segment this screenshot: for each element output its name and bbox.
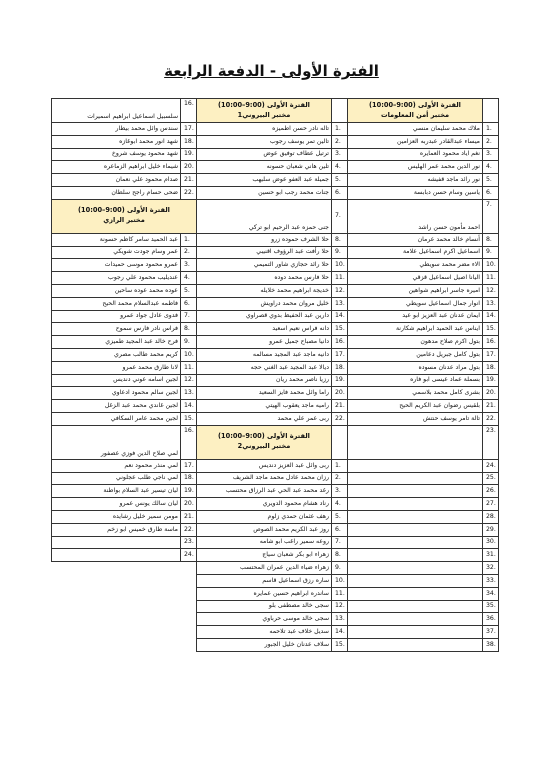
- student-name: زهراء ابو بكر شعبان سياج: [197, 549, 332, 562]
- row-number: 21.: [332, 400, 348, 413]
- row-number: 14.: [332, 310, 348, 323]
- student-name: اليانا اصيل اسماعيل قزقي: [348, 272, 483, 285]
- student-name: رهف عثمان حمدي زلوم: [197, 510, 332, 523]
- empty-cell: [348, 600, 483, 613]
- student-name: ملاك محمد سليمان منسي: [348, 123, 483, 136]
- student-name: بتول مراد عدنان مسوده: [348, 361, 483, 374]
- row-number: 20.: [181, 161, 197, 174]
- row-number: 14.: [181, 400, 197, 413]
- row-number: 2.: [483, 135, 499, 148]
- session-time: الفترة الأولى (9:00–10:00): [369, 100, 461, 109]
- student-name: نور رائد ماجد قفيشه: [348, 174, 483, 187]
- student-name: ديالا عبد المجيد عبد الغني حجه: [197, 361, 332, 374]
- student-name: عبد الحميد سامر كاظم حسونة: [52, 233, 181, 246]
- group-header: [348, 99, 483, 123]
- row-number: 13.: [483, 297, 499, 310]
- row-number: 6.: [332, 523, 348, 536]
- row-number: 18.: [181, 135, 197, 148]
- student-name: بسملة عماد عيسى ابو فاره: [348, 374, 483, 387]
- row-number: 3.: [332, 485, 348, 498]
- student-name: ساره رزق اسماعيل قاسم: [197, 574, 332, 587]
- row-number: 15.: [181, 412, 197, 425]
- student-name: شهد محمود يوسف شروخ: [52, 148, 181, 161]
- row-number: 7.: [332, 536, 348, 549]
- row-number: 9.: [332, 246, 348, 259]
- row-number: 19.: [332, 374, 348, 387]
- row-number: 7.: [181, 310, 197, 323]
- row-number: 9.: [332, 562, 348, 575]
- row-number: 25.: [483, 472, 499, 485]
- row-number: 14.: [332, 626, 348, 639]
- student-name: سلسبيل اسماعيل ابراهيم اسميرات: [52, 99, 181, 123]
- student-name: جميلة عبد العفو عوض سليهب: [197, 174, 332, 187]
- lab-name: مختبر أمن المعلومات: [380, 110, 450, 119]
- student-name: سندس وائل محمد بيطار: [52, 123, 181, 136]
- row-number: 12.: [181, 374, 197, 387]
- row-number: 30.: [483, 536, 499, 549]
- empty-cell: [348, 562, 483, 575]
- student-name: الاء مضر محمد سويطي: [348, 259, 483, 272]
- empty-cell: [348, 587, 483, 600]
- row-number: 17.: [181, 459, 197, 472]
- lab-name: مختبر البيروني1: [237, 110, 291, 119]
- empty-cell: [348, 485, 483, 498]
- student-name: جنى حمزه عبد الرحيم ابو تركي: [197, 199, 332, 233]
- row-number: 12.: [483, 284, 499, 297]
- row-number: 5.: [483, 174, 499, 187]
- empty-cell: [181, 600, 197, 613]
- student-name: لجين سالم محمود ادعاوي: [52, 387, 181, 400]
- empty-cell: [348, 574, 483, 587]
- student-name: رزان محمد عادل محمد ماجد الشريف: [197, 472, 332, 485]
- student-name: ليان تيسير عبد السلام بواطنة: [52, 485, 181, 498]
- row-number: 4.: [483, 161, 499, 174]
- row-number: 7.: [483, 199, 499, 233]
- row-number: 15.: [483, 323, 499, 336]
- student-name: عمرو محمود موسى حميدات: [52, 259, 181, 272]
- student-name: بتول كامل جبريل دعامين: [348, 348, 483, 361]
- empty-cell: [52, 613, 181, 626]
- empty-cell: [348, 613, 483, 626]
- lab-name: مختبر البيروني2: [237, 442, 291, 451]
- student-name: سديل خلاف عبد تلاحمه: [197, 626, 332, 639]
- row-number: 22.: [181, 523, 197, 536]
- row-number: [483, 99, 499, 123]
- row-number: 18.: [181, 472, 197, 485]
- row-number: 10.: [332, 259, 348, 272]
- student-name: لمي منذر محمود نعم: [52, 459, 181, 472]
- student-name: رزيا ناصر محمد ريان: [197, 374, 332, 387]
- row-number: 22.: [483, 412, 499, 425]
- row-number: 6.: [181, 297, 197, 310]
- empty-cell: [181, 574, 197, 587]
- student-name: تالة تامر يوسف حنتش: [348, 412, 483, 425]
- row-number: 27.: [483, 498, 499, 511]
- student-name: راما وائل محمد فايز السعيد: [197, 387, 332, 400]
- document-title: الفترة الأولى - الدفعة الرابعة: [164, 62, 379, 80]
- row-number: 28.: [483, 510, 499, 523]
- row-number: 9.: [181, 336, 197, 349]
- row-number: 11.: [483, 272, 499, 285]
- schedule-table: [51, 98, 499, 652]
- student-name: دانيه ماجد عبد المجيد مسالمه: [197, 348, 332, 361]
- row-number: 34.: [483, 587, 499, 600]
- empty-cell: [348, 498, 483, 511]
- row-number: [332, 425, 348, 459]
- student-name: بتول اكرم صلاح مدهون: [348, 336, 483, 349]
- row-number: 4.: [181, 272, 197, 285]
- row-number: 3.: [332, 148, 348, 161]
- student-name: روعه سمير راغب ابو شامه: [197, 536, 332, 549]
- student-name: لجين اسامه عوني دنديس: [52, 374, 181, 387]
- student-name: بشرى كامل محمد بلاسمي: [348, 387, 483, 400]
- row-number: 10.: [332, 574, 348, 587]
- student-name: تالين تمر يوسف رجوب: [197, 135, 332, 148]
- student-name: روز عبد الكريم محمد الصوص: [197, 523, 332, 536]
- row-number: 19.: [181, 485, 197, 498]
- empty-cell: [181, 587, 197, 600]
- empty-cell: [181, 638, 197, 651]
- row-number: 1.: [483, 123, 499, 136]
- student-name: ايمان عدنان عبد العزيز ابو عيد: [348, 310, 483, 323]
- student-name: ربى وائل عبد العزيز دنديس: [197, 459, 332, 472]
- row-number: 1.: [332, 123, 348, 136]
- row-number: 10.: [483, 259, 499, 272]
- empty-cell: [348, 638, 483, 651]
- student-name: زهراء ضياء الدين عمران المحتسب: [197, 562, 332, 575]
- row-number: 17.: [332, 348, 348, 361]
- row-number: 6.: [483, 186, 499, 199]
- row-number: 38.: [483, 638, 499, 651]
- row-number: 2.: [332, 135, 348, 148]
- empty-cell: [52, 574, 181, 587]
- row-number: 16.: [181, 99, 197, 123]
- row-number: 17.: [181, 123, 197, 136]
- row-number: 36.: [483, 613, 499, 626]
- student-name: احمد مأمون حسن راشد: [348, 199, 483, 233]
- student-name: عنديليب محمود علي رجوب: [52, 272, 181, 285]
- student-name: نغم اياد محمود العمايره: [348, 148, 483, 161]
- row-number: 37.: [483, 626, 499, 639]
- row-number: 10.: [181, 348, 197, 361]
- row-number: 20.: [483, 387, 499, 400]
- student-name: ليان سالك يونس عمرو: [52, 498, 181, 511]
- student-name: اسماعيل اكرم اسماعيل علامة: [348, 246, 483, 259]
- student-name: تلين هاني شعبان حسونه: [197, 161, 332, 174]
- student-name: ترتيل عطاف توفيق عوض: [197, 148, 332, 161]
- empty-cell: [52, 562, 181, 575]
- student-name: رناد هشام محمود الدويري: [197, 498, 332, 511]
- row-number: 5.: [332, 510, 348, 523]
- student-name: انوار جمال اسماعيل سويطي: [348, 297, 483, 310]
- student-name: شهد انور محمد ابوغازه: [52, 135, 181, 148]
- empty-cell: [52, 638, 181, 651]
- row-number: 11.: [332, 587, 348, 600]
- group-header: [197, 425, 332, 459]
- row-number: 16.: [483, 336, 499, 349]
- row-number: 20.: [181, 498, 197, 511]
- empty-cell: [348, 536, 483, 549]
- session-time: الفترة الأولى (9:00–10:00): [78, 206, 170, 215]
- student-name: صدام محمود علي نعمان: [52, 174, 181, 187]
- student-name: ياسين وسام حسن دبابسة: [348, 186, 483, 199]
- student-name: لمي ناجي طلب عجلوني: [52, 472, 181, 485]
- row-number: 23.: [181, 536, 197, 549]
- empty-cell: [181, 562, 197, 575]
- student-name: ربى عمر علي محمد: [197, 412, 332, 425]
- row-number: 1.: [332, 459, 348, 472]
- row-number: 22.: [181, 186, 197, 199]
- empty-cell: [348, 459, 483, 472]
- row-number: 13.: [332, 613, 348, 626]
- row-number: 8.: [332, 233, 348, 246]
- row-number: 2.: [332, 472, 348, 485]
- student-name: حلا الشرف حموده زرو: [197, 233, 332, 246]
- row-number: 32.: [483, 562, 499, 575]
- empty-cell: [348, 510, 483, 523]
- row-number: 21.: [483, 400, 499, 413]
- student-name: لجين محمد عامر السكافي: [52, 412, 181, 425]
- empty-cell: [52, 587, 181, 600]
- student-name: نور الدين محمد عمر الهليس: [348, 161, 483, 174]
- row-number: 19.: [181, 148, 197, 161]
- student-name: فراس نادر فارس سموح: [52, 323, 181, 336]
- empty-cell: [52, 626, 181, 639]
- row-number: 24.: [181, 549, 197, 562]
- row-number: 18.: [332, 361, 348, 374]
- lab-name: مختبر الرازي: [103, 216, 145, 225]
- empty-cell: [348, 472, 483, 485]
- row-number: 20.: [332, 387, 348, 400]
- group-header: [52, 199, 197, 233]
- empty-cell: [181, 626, 197, 639]
- student-name: سلاف عدنان خليل الجبور: [197, 638, 332, 651]
- row-number: 19.: [483, 374, 499, 387]
- student-name: تاله نادر حسن اطميزه: [197, 123, 332, 136]
- row-number: 22.: [332, 412, 348, 425]
- student-name: ماسة طارق خميس ابو زخم: [52, 523, 181, 536]
- student-name: حلا رأفت عبد الرؤوف اقنيبي: [197, 246, 332, 259]
- student-name: عمر وسام جودت شويكي: [52, 246, 181, 259]
- student-name: لانا طارق محمد عمرو: [52, 361, 181, 374]
- student-name: راميه ماجد يعقوب الهيتي: [197, 400, 332, 413]
- student-name: كريم محمد طالب مصري: [52, 348, 181, 361]
- empty-cell: [52, 536, 181, 549]
- empty-cell: [52, 549, 181, 562]
- student-name: لمي صلاح الدين فوزي عصفور: [52, 425, 181, 459]
- student-name: جنات محمد رجب ابو حسين: [197, 186, 332, 199]
- row-number: 21.: [181, 174, 197, 187]
- row-number: 16.: [332, 336, 348, 349]
- row-number: [332, 99, 348, 123]
- row-number: 35.: [483, 600, 499, 613]
- row-number: 31.: [483, 549, 499, 562]
- student-name: مومن سمير خليل رشايده: [52, 510, 181, 523]
- student-name: فدوى عادل جواد عمرو: [52, 310, 181, 323]
- row-number: 11.: [181, 361, 197, 374]
- row-number: 5.: [332, 174, 348, 187]
- row-number: 2.: [181, 246, 197, 259]
- student-name: فاطمه عبدالسلام محمد الحيح: [52, 297, 181, 310]
- row-number: 3.: [483, 148, 499, 161]
- student-name: فرح خالد عبد المجيد طميزي: [52, 336, 181, 349]
- row-number: 15.: [332, 323, 348, 336]
- group-header: [197, 99, 332, 123]
- empty-cell: [52, 600, 181, 613]
- student-name: حلا رائد حجازي شاور التميمي: [197, 259, 332, 272]
- row-number: 8.: [181, 323, 197, 336]
- student-name: ايناس عبد الحميد ابراهيم شكارنة: [348, 323, 483, 336]
- row-number: 3.: [181, 259, 197, 272]
- row-number: 23.: [483, 425, 499, 459]
- row-number: 18.: [483, 361, 499, 374]
- empty-cell: [181, 613, 197, 626]
- student-name: شيماء خليل ابراهيم الزماعره: [52, 161, 181, 174]
- row-number: 14.: [483, 310, 499, 323]
- session-time: الفترة الأولى (9:00–10:00): [218, 100, 310, 109]
- student-name: خليل مروان محمد دراويش: [197, 297, 332, 310]
- student-name: دانيا مصباح جميل عمرو: [197, 336, 332, 349]
- student-name: ضحى حسام راجح سلطان: [52, 186, 181, 199]
- row-number: 26.: [483, 485, 499, 498]
- student-name: سجى خالد مصطفى بلو: [197, 600, 332, 613]
- row-number: 33.: [483, 574, 499, 587]
- row-number: 17.: [483, 348, 499, 361]
- student-name: خديجة ابراهيم محمد خلايله: [197, 284, 332, 297]
- empty-cell: [348, 523, 483, 536]
- student-name: حلا فارس محمد دوده: [197, 272, 332, 285]
- row-number: 4.: [332, 498, 348, 511]
- row-number: 1.: [181, 233, 197, 246]
- row-number: 6.: [332, 186, 348, 199]
- row-number: 8.: [483, 233, 499, 246]
- row-number: 24.: [483, 459, 499, 472]
- row-number: 15.: [332, 638, 348, 651]
- student-name: دارين عبد الحفيظ بدوي قصراوي: [197, 310, 332, 323]
- row-number: 13.: [332, 297, 348, 310]
- student-name: أنسام خالد محمد عرمان: [348, 233, 483, 246]
- empty-cell: [348, 549, 483, 562]
- student-name: سجى خالد موسى حرباوي: [197, 613, 332, 626]
- row-number: 4.: [332, 161, 348, 174]
- row-number: 8.: [332, 549, 348, 562]
- session-time: الفترة الأولى (9:00–10:00): [218, 432, 310, 441]
- student-name: لجين غاندي محمد عبد الزغل: [52, 400, 181, 413]
- student-name: دانه فراس نعيم اسعيد: [197, 323, 332, 336]
- row-number: 16.: [181, 425, 197, 459]
- student-name: ميساء عبدالقادر عبدربه العزامين: [348, 135, 483, 148]
- empty-cell: [348, 626, 483, 639]
- student-name: عوده محمد عوده ساحين: [52, 284, 181, 297]
- row-number: 21.: [181, 510, 197, 523]
- row-number: 11.: [332, 272, 348, 285]
- student-name: اميره جاسر ابراهيم شواهين: [348, 284, 483, 297]
- row-number: 29.: [483, 523, 499, 536]
- row-number: 7.: [332, 199, 348, 233]
- row-number: 12.: [332, 600, 348, 613]
- row-number: 5.: [181, 284, 197, 297]
- student-name: بلقيس رضوان عبد الكريم الحيح: [348, 400, 483, 413]
- student-name: رغد محمد عبد الحي عبد الرزاق محتسب: [197, 485, 332, 498]
- row-number: 12.: [332, 284, 348, 297]
- empty-cell: [348, 425, 483, 459]
- row-number: 13.: [181, 387, 197, 400]
- student-name: ساندره ابراهيم حسين عمايره: [197, 587, 332, 600]
- row-number: 9.: [483, 246, 499, 259]
